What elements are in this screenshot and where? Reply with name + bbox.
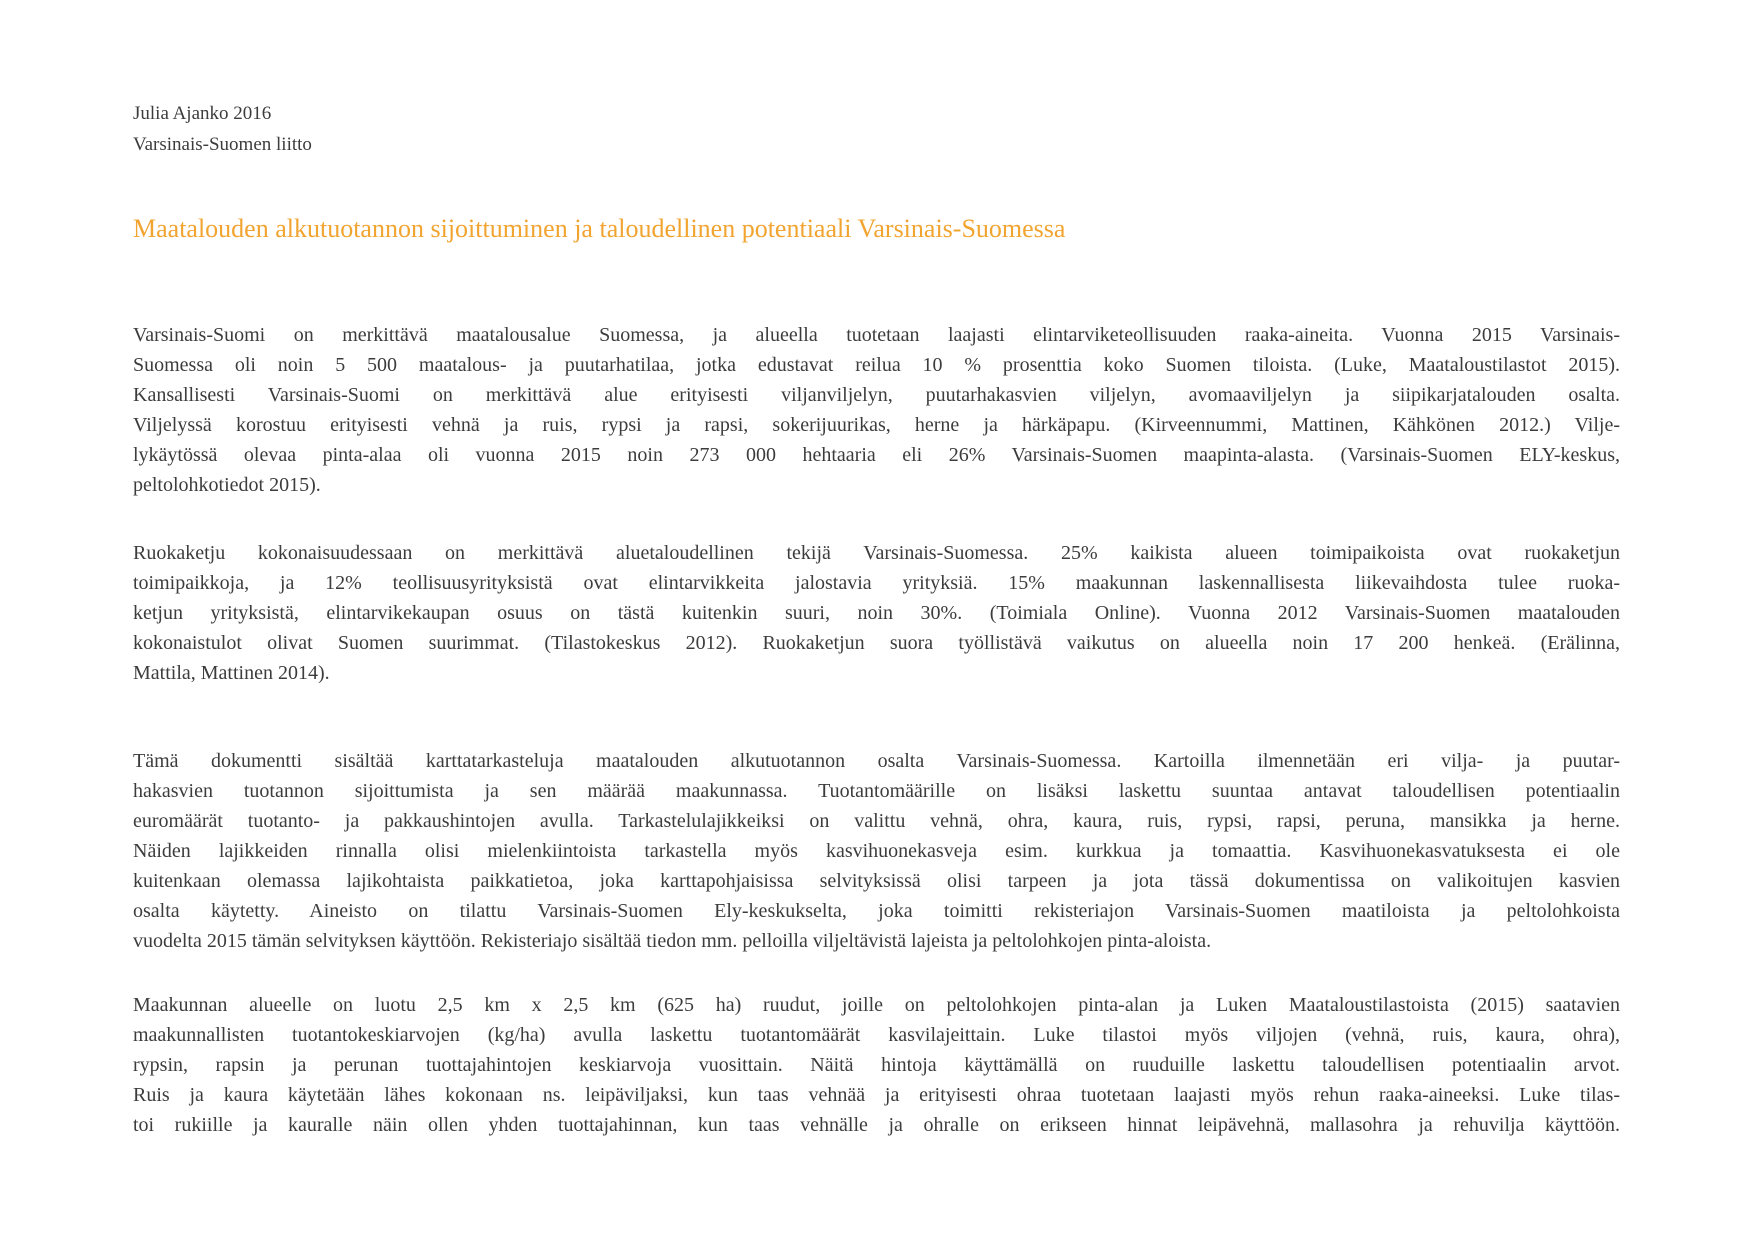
paragraph-1-line-6: peltolohkotiedot 2015). [133,474,321,496]
paragraph-3-line-2: hakasvien tuotannon sijoittumista ja sen määrää maakunnassa. Tuotantomäärille on lisäksi laskettu suuntaa antavat taloudellisen potentiaalin [133,780,1620,802]
paragraph-2-line-2: toimipaikkoja, ja 12% teollisuusyrityksistä ovat elintarvikkeita jalostavia yrityksiä. 15% maakunnan laskennallisesta liikevaihdosta tulee ruoka- [133,572,1620,594]
paragraph-3-line-7: vuodelta 2015 tämän selvityksen käyttöön. Rekisteriajo sisältää tiedon mm. pelloilla viljeltävistä lajeista ja peltolohkojen pinta-aloista. [133,930,1212,952]
paragraph-1-line-1: Varsinais-Suomi on merkittävä maatalousalue Suomessa, ja alueella tuotetaan laajasti elintarviketeollisuuden raaka-aineita. Vuonna 2015 Varsinais- [133,324,1620,346]
paragraph-4-line-4: Ruis ja kaura käytetään lähes kokonaan ns. leipäviljaksi, kun taas vehnää ja erityisesti ohraa tuotetaan laajasti myös rehun raaka-aineeksi. Luke tilas- [133,1084,1620,1106]
paragraph-2-line-4: kokonaistulot olivat Suomen suurimmat. (Tilastokeskus 2012). Ruokaketjun suora työllistävä vaikutus on alueella noin 17 200 henkeä. (Erälinna, [133,632,1620,654]
paragraph-2-line-3: ketjun yrityksistä, elintarvikekaupan osuus on tästä kuitenkin suuri, noin 30%. (Toimiala Online). Vuonna 2012 Varsinais-Suomen maatalouden [133,602,1620,624]
paragraph-4-line-2: maakunnallisten tuotantokeskiarvojen (kg/ha) avulla laskettu tuotantomäärät kasvilajeittain. Luke tilastoi myös viljojen (vehnä, ruis, kaura, ohra), [133,1024,1620,1046]
paragraph-1-line-4: Viljelyssä korostuu erityisesti vehnä ja ruis, rypsi ja rapsi, sokerijuurikas, herne ja härkäpapu. (Kirveennummi, Mattinen, Kähkönen 2012.) Vilje- [133,414,1620,436]
author-block [133,98,1620,160]
paragraph-2-line-1: Ruokaketju kokonaisuudessaan on merkittävä aluetaloudellinen tekijä Varsinais-Suomessa. 25% kaikista alueen toimipaikoista ovat ruokaketjun [133,542,1620,564]
author-organization: Varsinais-Suomen liitto [133,134,312,155]
paragraph-3-line-5: kuitenkaan olemassa lajikohtaista paikkatietoa, joka karttapohjaisissa selvityksissä olisi tarpeen ja jota tässä dokumentissa on valikoitujen kasvien [133,870,1620,892]
paragraph-1 [133,320,1620,500]
paragraph-4-line-3: rypsin, rapsin ja perunan tuottajahintojen keskiarvoja vuosittain. Näitä hintoja käyttämällä on ruuduille laskettu taloudellisen potentiaalin arvot. [133,1054,1620,1076]
paragraph-3-line-4: Näiden lajikkeiden rinnalla olisi mielenkiintoista tarkastella myös kasvihuonekasveja esim. kurkkua ja tomaattia. Kasvihuonekasvatuksesta ei ole [133,840,1620,862]
paragraph-4 [133,990,1620,1140]
paragraph-3 [133,746,1620,956]
paragraph-4-line-1: Maakunnan alueelle on luotu 2,5 km x 2,5 km (625 ha) ruudut, joille on peltolohkojen pinta-alan ja Luken Maataloustilastoista (2015) saatavien [133,994,1620,1016]
paragraph-3-line-1: Tämä dokumentti sisältää karttatarkasteluja maatalouden alkutuotannon osalta Varsinais-Suomessa. Kartoilla ilmennetään eri vilja- ja puutar- [133,750,1620,772]
paragraph-4-line-5: toi rukiille ja kauralle näin ollen yhden tuottajahinnan, kun taas vehnälle ja ohralle on erikseen hinnat leipävehnä, mallasohra ja rehuvilja käyttöön. [133,1114,1620,1136]
paragraph-2-line-5: Mattila, Mattinen 2014). [133,662,330,684]
document-body [133,320,1620,1140]
document-title: Maatalouden alkutuotannon sijoittuminen ja taloudellinen potentiaali Varsinais-Suomessa [133,214,1066,243]
paragraph-1-line-3: Kansallisesti Varsinais-Suomi on merkittävä alue erityisesti viljanviljelyn, puutarhakasvien viljelyn, avomaaviljelyn ja siipikarjatalouden osalta. [133,384,1620,406]
author-name: Julia Ajanko 2016 [133,103,272,124]
paragraph-3-line-6: osalta käytetty. Aineisto on tilattu Varsinais-Suomen Ely-keskukselta, joka toimitti rekisteriajon Varsinais-Suomen maatiloista ja peltolohkoista [133,900,1620,922]
paragraph-1-line-2: Suomessa oli noin 5 500 maatalous- ja puutarhatilaa, jotka edustavat reilua 10 % prosenttia koko Suomen tiloista. (Luke, Maataloustilastot 2015). [133,354,1620,376]
paragraph-3-line-3: euromäärät tuotanto- ja pakkaushintojen avulla. Tarkastelulajikkeiksi on valittu vehnä, ohra, kaura, ruis, rypsi, rapsi, peruna, mansikka ja herne. [133,810,1620,832]
paragraph-2 [133,538,1620,688]
paragraph-1-line-5: lykäytössä olevaa pinta-alaa oli vuonna 2015 noin 273 000 hehtaaria eli 26% Varsinais-Suomen maapinta-alasta. (Varsinais-Suomen ELY-keskus, [133,444,1620,466]
